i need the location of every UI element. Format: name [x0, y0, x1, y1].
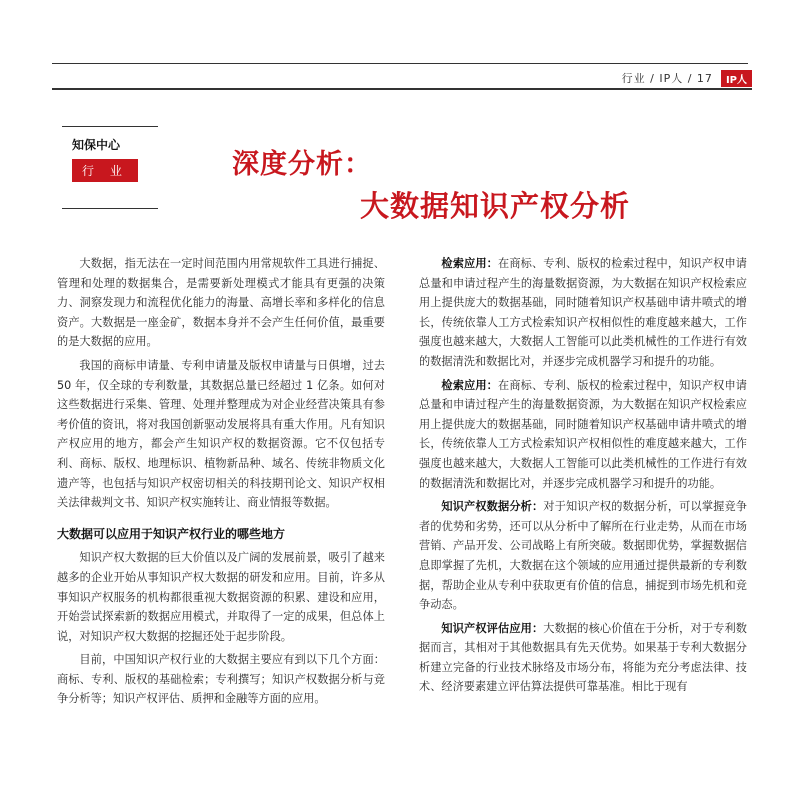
paragraph-text: 大数据的核心价值在于分析，对于专利数据而言，其相对于其他数据具有先天优势。如果基于专利大数据分析建立完备的行业技术脉络及市场分布，将能为充分考虑法律、技术、经济要素建立评估算法提供可靠基准。相比于现有 — [419, 621, 747, 694]
paragraph: 我国的商标申请量、专利申请量及版权申请量与日俱增，过去 50 年，仅全球的专利数量，其数据总量已经超过 1 亿条。如何对这些数据进行采集、管理、处理并整理成为对企业经营决策具有参考价值的资讯，将对我国创新驱动发展将具有重大作用。凡有知识产权应用的地方，都会产生知识产权的数据资源。它不仅包括专利、商标、版权、地理标识、植物新品种、域名、传统非物质文化遗产等，也包括与知识产权密切相关的科技期刊论文、知识产权相关法律裁判文书、知识产权实施转让、商业情报等数据。 — [57, 358, 385, 510]
paragraph — [419, 376, 747, 494]
paragraph-label: 检索应用： — [441, 257, 499, 270]
article-title-line2: 大数据知识产权分析 — [360, 189, 631, 223]
section-name: 知保中心 — [72, 138, 121, 152]
paragraph: 知识产权大数据的巨大价值以及广阔的发展前景，吸引了越来越多的企业开始从事知识产权大数据的研发和应用。目前，许多从事知识产权服务的机构都很重视大数据资源的积累、建设和应用，开始尝试探索新的数据应用模式，并取得了一定的成果，但总体上说，对知识产权大数据的挖掘还处于起步阶段。 — [57, 551, 385, 643]
paragraph — [419, 619, 747, 697]
paragraph: 大数据，指无法在一定时间范围内用常规软件工具进行捕捉、管理和处理的数据集合，是需要新处理模式才能具有更强的决策力、洞察发现力和流程优化能力的海量、高增长率和多样化的信息资产。大数据是一座金矿，数据本身并不会产生任何价值，最重要的是大数据的应用。 — [57, 257, 385, 349]
paragraph-label: 检索应用： — [441, 378, 499, 392]
header-text: 行业 / IP人 / 17 — [621, 72, 713, 85]
paragraph-text: 在商标、专利、版权的检索过程中，知识产权申请总量和申请过程产生的海量数据资源，为大数据在知识产权检索应用上提供庞大的数据基础，同时随着知识产权基础申请井喷式的增长，传统依靠人工方式检索知识产权相似性的难度越来越大，工作强度也越来越大，大数据人工智能可以此类机械性的工作进行有效的数据清洗和数据比对，并逐步完成机器学习和提升的功能。 — [419, 257, 747, 368]
category-tag: 行 业 — [72, 159, 138, 182]
sidebar-rule-bottom — [62, 208, 158, 209]
paragraph-label: 知识产权评估应用： — [441, 621, 544, 635]
header-rule — [52, 88, 752, 90]
section-sidebar — [62, 126, 158, 209]
running-header — [622, 70, 752, 86]
paragraph-text: 对于知识产权的数据分析，可以掌握竞争者的优势和劣势，还可以从分析中了解所在行业走势，从而在市场营销、产品开发、公司战略上有所突破。数据即优势，掌握数据信息即掌握了先机，大数据在这个领域的应用通过提供最新的专利数据，帮助企业从专利中获取更有价值的信息，捕捉到市场先机和竞争动态。 — [419, 500, 747, 612]
paragraph-label: 知识产权数据分析： — [441, 500, 544, 514]
article-title-line1: 深度分析： — [232, 149, 372, 180]
header-badge: IP人 — [721, 70, 752, 87]
paragraph — [419, 497, 747, 615]
paragraph: 目前，中国知识产权行业的大数据主要应有到以下几个方面：商标、专利、版权的基础检索；专利撰写；知识产权数据分析与竞争分析等；知识产权评估、质押和金融等方面的应用。 — [57, 653, 385, 706]
section-heading: 大数据可以应用于知识产权行业的哪些地方 — [57, 526, 286, 541]
paragraph — [419, 254, 747, 372]
sidebar-rule-top — [62, 126, 158, 127]
paragraph-text: 在商标、专利、版权的检索过程中，知识产权申请总量和申请过程产生的海量数据资源，为大数据在知识产权检索应用上提供庞大的数据基础，同时随着知识产权基础申请井喷式的增长，传统依靠人工方式检索知识产权相似性的难度越来越大，工作强度也越来越大，大数据人工智能可以此类机械性的工作进行有效的数据清洗和数据比对，并逐步完成机器学习和提升的功能。 — [419, 378, 747, 490]
right-column — [419, 254, 747, 701]
left-column — [57, 254, 385, 713]
top-rule — [52, 63, 748, 64]
